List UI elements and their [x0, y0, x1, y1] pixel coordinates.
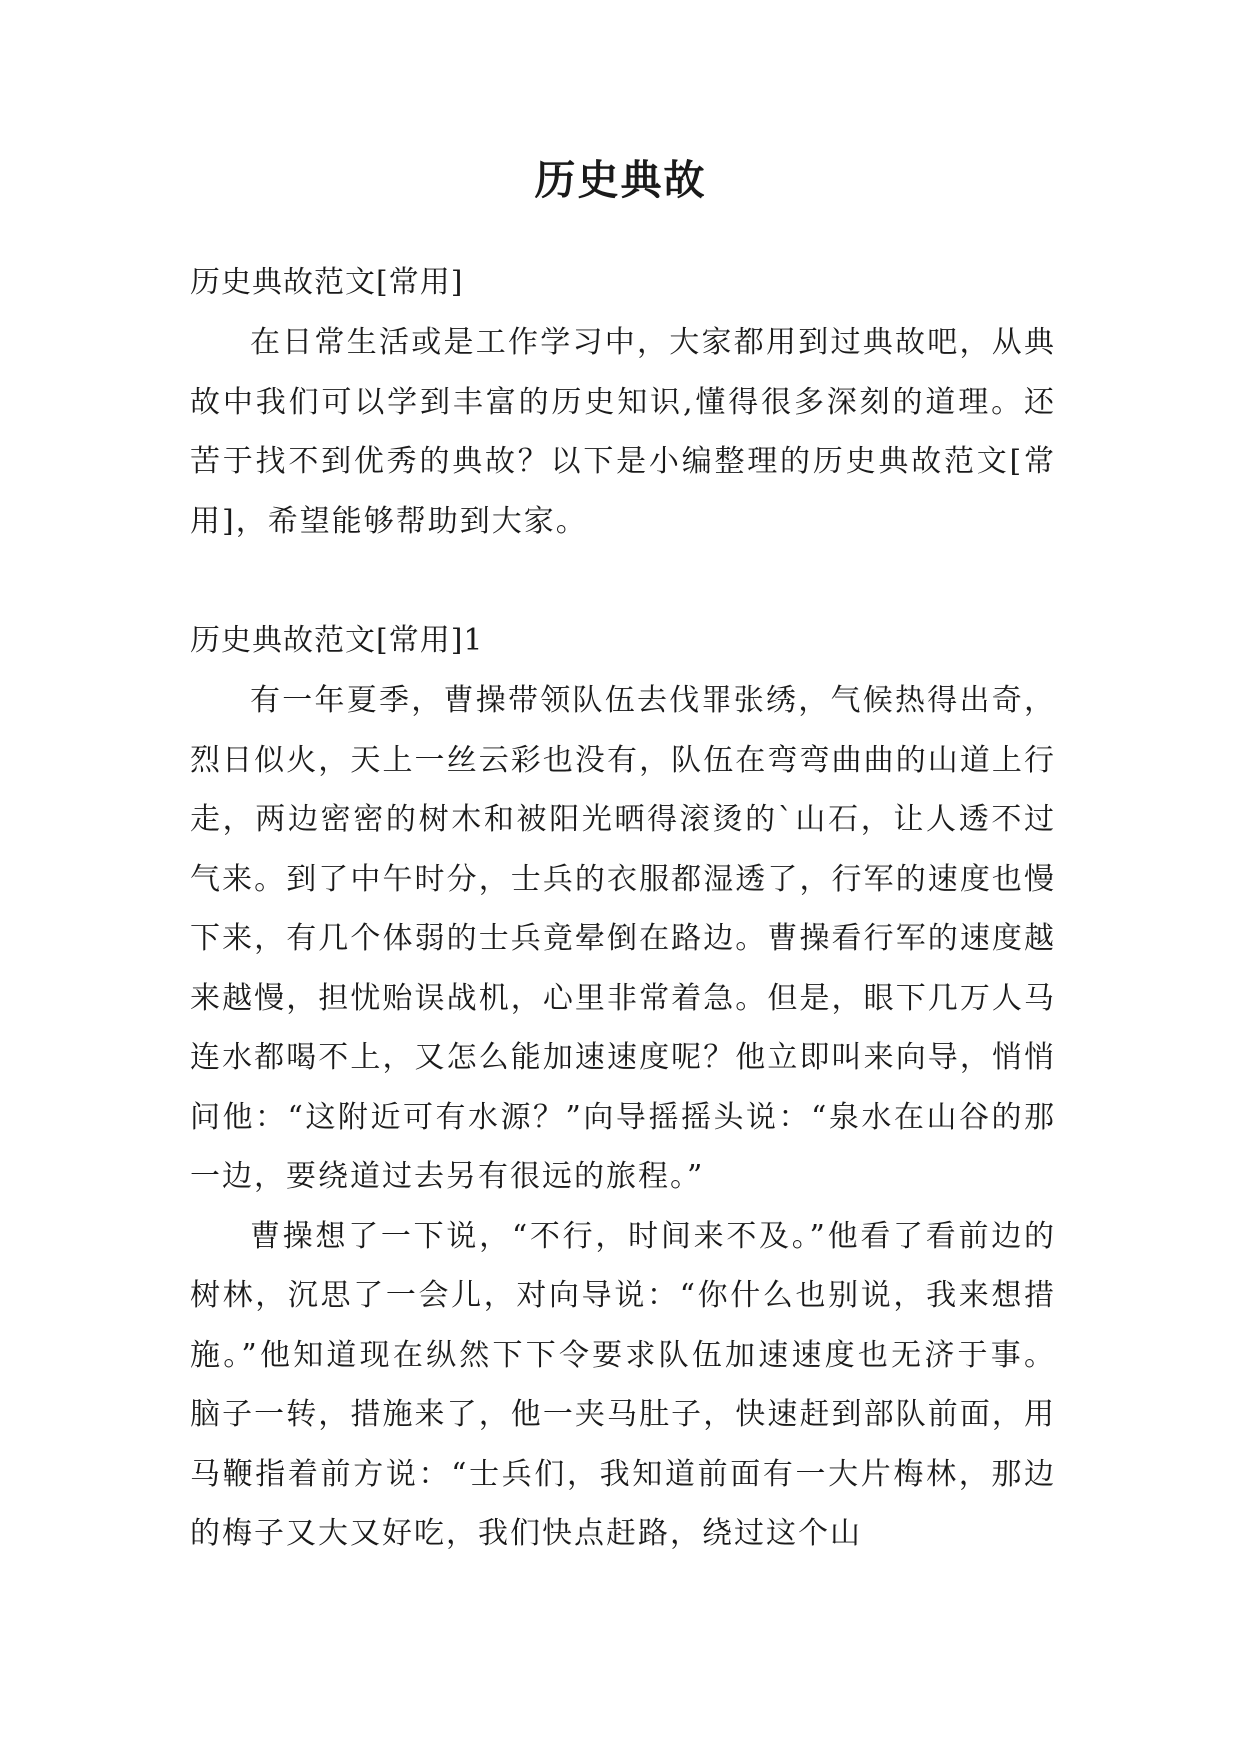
- document-body: [190, 253, 1056, 1564]
- document-title: 历史典故: [534, 156, 707, 204]
- section-1-heading: 历史典故范文[常用]1: [190, 623, 484, 658]
- intro-heading: 历史典故范文[常用]: [190, 265, 464, 300]
- intro-paragraph: 在日常生活或是工作学习中，大家都用到过典故吧，从典故中我们可以学到丰富的历史知识,懂得很多深刻的道理。还苦于找不到优秀的典故？以下是小编整理的历史典故范文[常用]，希望能够帮助到大家。: [190, 325, 1056, 539]
- section-1-paragraph-1: 有一年夏季，曹操带领队伍去伐罪张绣，气候热得出奇，烈日似火，天上一丝云彩也没有，队伍在弯弯曲曲的山道上行走，两边密密的树木和被阳光晒得滚烫的`山石，让人透不过气来。到了中午时分，士兵的衣服都湿透了，行军的速度也慢下来，有几个体弱的士兵竟晕倒在路边。曹操看行军的速度越来越慢，担忧贻误战机，心里非常着急。但是，眼下几万人马连水都喝不上，又怎么能加速速度呢？他立即叫来向导，悄悄问他：“这附近可有水源？”向导摇摇头说：“泉水在山谷的那一边，要绕道过去另有很远的旅程。”: [190, 683, 1056, 1194]
- section-1-paragraph-2: 曹操想了一下说，“不行，时间来不及。”他看了看前边的树林，沉思了一会儿，对向导说：“你什么也别说，我来想措施。”他知道现在纵然下下令要求队伍加速速度也无济于事。脑子一转，措施来了，他一夹马肚子，快速赶到部队前面，用马鞭指着前方说：“士兵们，我知道前面有一大片梅林，那边的梅子又大又好吃，我们快点赶路，绕过这个山: [190, 1218, 1056, 1551]
- section-spacer: [190, 551, 1056, 611]
